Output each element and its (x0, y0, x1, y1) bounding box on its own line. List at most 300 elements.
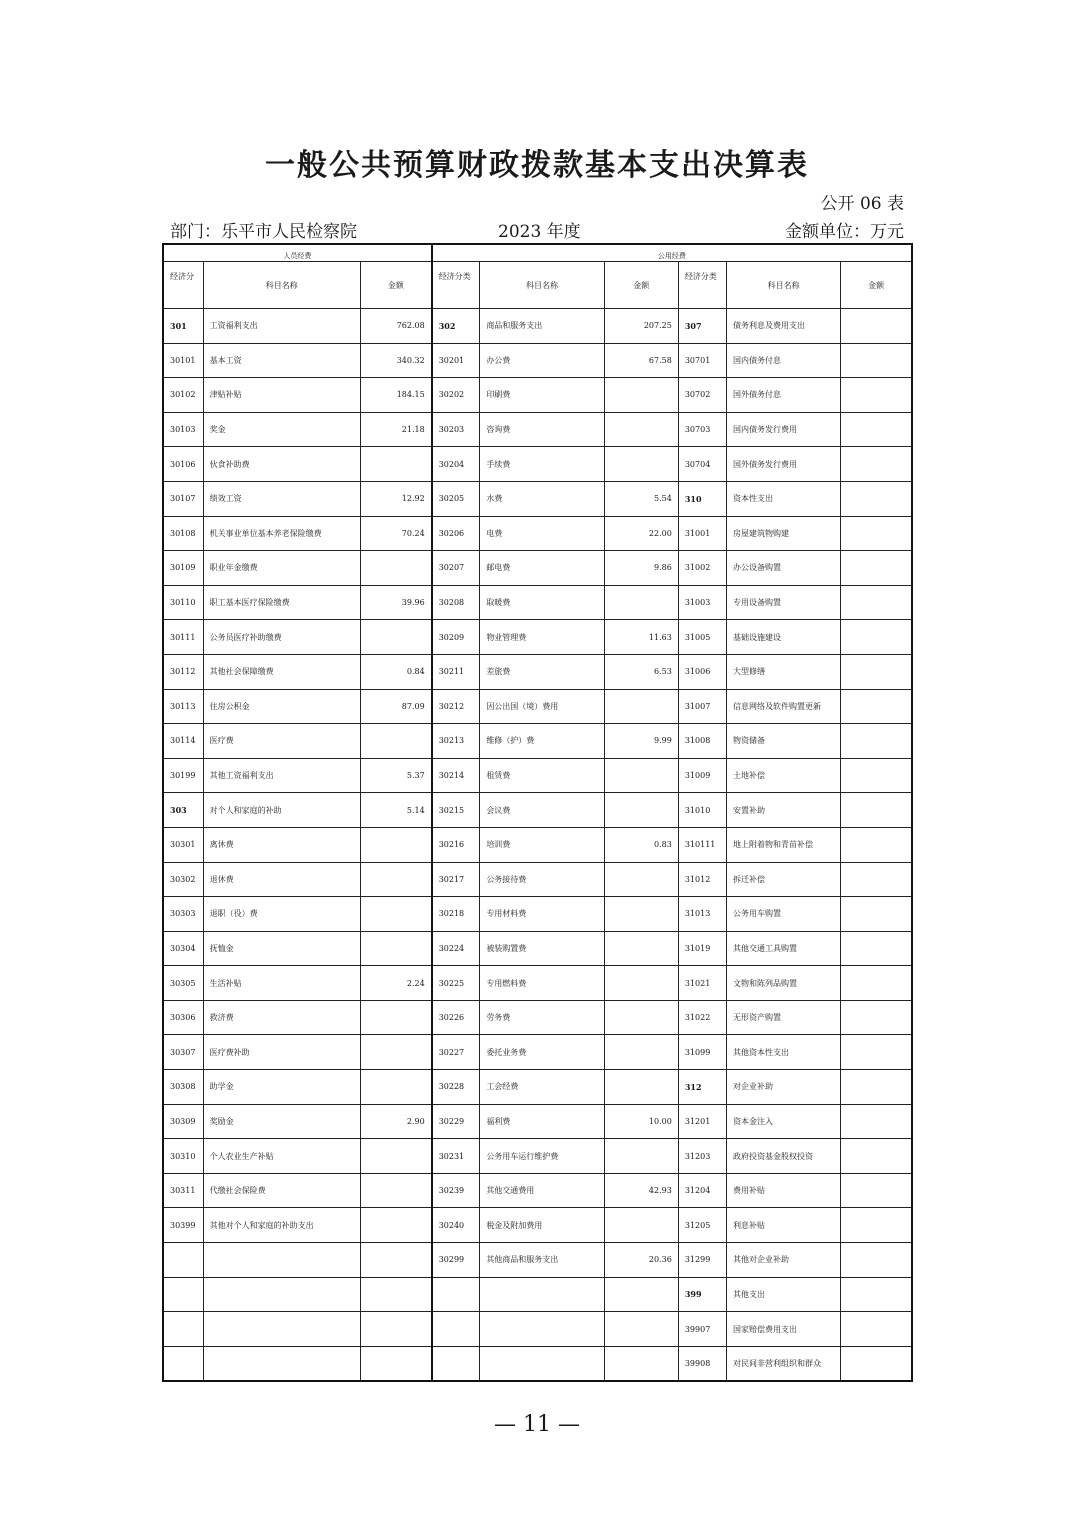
code-cell: 30227 (432, 1035, 480, 1070)
name-cell: 文物和陈列品购置 (726, 966, 840, 1001)
table-row (163, 516, 912, 551)
amount-cell (361, 551, 432, 586)
amount-cell (604, 758, 678, 793)
code-cell: 30114 (163, 724, 203, 759)
amount-cell (361, 1070, 432, 1105)
table-row (163, 1070, 912, 1105)
name-cell: 费用补贴 (726, 1173, 840, 1208)
form-number: 公开 06 表 (820, 194, 904, 214)
amount-cell (604, 1000, 678, 1035)
code-cell: 31007 (678, 689, 726, 724)
amount-cell: 42.93 (604, 1173, 678, 1208)
code-cell: 30108 (163, 516, 203, 551)
code-cell: 30113 (163, 689, 203, 724)
amount-cell (841, 897, 912, 932)
name-cell: 国外债务发行费用 (726, 447, 840, 482)
name-cell: 福利费 (480, 1104, 604, 1139)
name-cell: 代缴社会保险费 (203, 1173, 360, 1208)
name-cell: 国内债务付息 (726, 343, 840, 378)
code-cell: 31008 (678, 724, 726, 759)
amount-unit: 金额单位：万元 (785, 222, 904, 242)
code-cell: 31002 (678, 551, 726, 586)
code-cell: 31099 (678, 1035, 726, 1070)
name-cell: 其他交通工具购置 (726, 931, 840, 966)
amount-cell (841, 1104, 912, 1139)
amount-cell: 0.83 (604, 827, 678, 862)
amount-cell (841, 1173, 912, 1208)
code-cell: 30106 (163, 447, 203, 482)
name-cell: 安置补助 (726, 793, 840, 828)
code-cell: 30226 (432, 1000, 480, 1035)
amount-cell (361, 1173, 432, 1208)
amount-cell (841, 1277, 912, 1312)
code-cell: 31205 (678, 1208, 726, 1243)
code-cell: 30307 (163, 1035, 203, 1070)
code-cell: 30231 (432, 1139, 480, 1174)
code-cell: 31203 (678, 1139, 726, 1174)
code-cell (163, 1346, 203, 1381)
code-cell: 30303 (163, 897, 203, 932)
code-cell: 399 (678, 1277, 726, 1312)
name-cell: 医疗费补助 (203, 1035, 360, 1070)
name-cell: 机关事业单位基本养老保险缴费 (203, 516, 360, 551)
amount-cell: 67.58 (604, 343, 678, 378)
amount-cell (604, 793, 678, 828)
code-cell: 31022 (678, 1000, 726, 1035)
table-row (163, 1277, 912, 1312)
amount-cell (361, 620, 432, 655)
code-cell: 30211 (432, 654, 480, 689)
table-row (163, 793, 912, 828)
amount-cell (361, 827, 432, 862)
table-row (163, 931, 912, 966)
table-body (163, 309, 912, 1382)
code-cell: 312 (678, 1070, 726, 1105)
code-cell: 30201 (432, 343, 480, 378)
amount-cell: 39.96 (361, 585, 432, 620)
name-cell: 租赁费 (480, 758, 604, 793)
code-cell: 30212 (432, 689, 480, 724)
code-cell: 30308 (163, 1070, 203, 1105)
code-cell (163, 1277, 203, 1312)
code-cell: 30224 (432, 931, 480, 966)
col-name-1: 科目名称 (203, 262, 360, 309)
code-cell: 30101 (163, 343, 203, 378)
amount-cell (604, 689, 678, 724)
amount-cell (841, 1139, 912, 1174)
amount-cell (841, 620, 912, 655)
amount-cell: 5.37 (361, 758, 432, 793)
amount-cell: 5.14 (361, 793, 432, 828)
code-cell: 30216 (432, 827, 480, 862)
amount-cell (841, 758, 912, 793)
table-row (163, 654, 912, 689)
name-cell: 对个人和家庭的补助 (203, 793, 360, 828)
amount-cell (604, 1312, 678, 1347)
name-cell: 职业年金缴费 (203, 551, 360, 586)
amount-cell (361, 1000, 432, 1035)
name-cell: 电费 (480, 516, 604, 551)
table-row (163, 1346, 912, 1381)
amount-cell: 87.09 (361, 689, 432, 724)
amount-cell (604, 447, 678, 482)
amount-cell (361, 897, 432, 932)
amount-cell (361, 1035, 432, 1070)
table-row (163, 689, 912, 724)
name-cell: 专用燃料费 (480, 966, 604, 1001)
name-cell: 助学金 (203, 1070, 360, 1105)
table-row (163, 827, 912, 862)
table-row (163, 897, 912, 932)
code-cell: 30701 (678, 343, 726, 378)
name-cell: 拆迁补偿 (726, 862, 840, 897)
name-cell: 离休费 (203, 827, 360, 862)
table-row (163, 966, 912, 1001)
code-cell: 30217 (432, 862, 480, 897)
name-cell: 水费 (480, 481, 604, 516)
table-row (163, 1139, 912, 1174)
code-cell: 39907 (678, 1312, 726, 1347)
code-cell: 30215 (432, 793, 480, 828)
code-cell: 30103 (163, 412, 203, 447)
amount-cell (841, 862, 912, 897)
name-cell: 基本工资 (203, 343, 360, 378)
table-row (163, 1243, 912, 1278)
amount-cell: 0.84 (361, 654, 432, 689)
amount-cell (841, 793, 912, 828)
name-cell: 其他交通费用 (480, 1173, 604, 1208)
code-cell: 301 (163, 309, 203, 344)
code-cell: 30205 (432, 481, 480, 516)
name-cell: 公务员医疗补助缴费 (203, 620, 360, 655)
name-cell: 差旅费 (480, 654, 604, 689)
code-cell (432, 1312, 480, 1347)
amount-cell (604, 1070, 678, 1105)
code-cell: 30109 (163, 551, 203, 586)
name-cell: 其他社会保障缴费 (203, 654, 360, 689)
name-cell: 国外债务付息 (726, 378, 840, 413)
name-cell (203, 1243, 360, 1278)
group-public: 公用经费 (432, 244, 912, 262)
name-cell: 住房公积金 (203, 689, 360, 724)
table-row (163, 620, 912, 655)
name-cell: 培训费 (480, 827, 604, 862)
name-cell (203, 1346, 360, 1381)
table-row (163, 1173, 912, 1208)
table-row (163, 551, 912, 586)
name-cell: 大型修缮 (726, 654, 840, 689)
amount-cell: 21.18 (361, 412, 432, 447)
table-row (163, 481, 912, 516)
amount-cell (841, 1070, 912, 1105)
name-cell: 职工基本医疗保险缴费 (203, 585, 360, 620)
name-cell: 被装购置费 (480, 931, 604, 966)
code-cell: 30702 (678, 378, 726, 413)
code-cell: 31013 (678, 897, 726, 932)
amount-cell (604, 1346, 678, 1381)
code-cell: 30306 (163, 1000, 203, 1035)
amount-cell (361, 1243, 432, 1278)
name-cell: 生活补贴 (203, 966, 360, 1001)
amount-cell (361, 724, 432, 759)
code-cell: 30311 (163, 1173, 203, 1208)
group-header-row (163, 244, 912, 262)
amount-cell: 9.99 (604, 724, 678, 759)
table-row (163, 585, 912, 620)
name-cell: 国家赔偿费用支出 (726, 1312, 840, 1347)
amount-cell (604, 1035, 678, 1070)
amount-cell (361, 1346, 432, 1381)
name-cell: 其他支出 (726, 1277, 840, 1312)
amount-cell (604, 931, 678, 966)
group-personnel: 人员经费 (163, 244, 432, 262)
amount-cell (841, 1000, 912, 1035)
code-cell: 30305 (163, 966, 203, 1001)
code-cell (163, 1243, 203, 1278)
name-cell: 办公设备购置 (726, 551, 840, 586)
amount-cell: 22.00 (604, 516, 678, 551)
amount-cell (361, 447, 432, 482)
amount-cell (604, 1277, 678, 1312)
amount-cell: 6.53 (604, 654, 678, 689)
code-cell: 31012 (678, 862, 726, 897)
amount-cell (841, 689, 912, 724)
expenditure-table (162, 243, 913, 1382)
amount-cell (841, 1208, 912, 1243)
code-cell: 30299 (432, 1243, 480, 1278)
amount-cell (604, 897, 678, 932)
amount-cell (841, 343, 912, 378)
code-cell: 310111 (678, 827, 726, 862)
code-cell: 31005 (678, 620, 726, 655)
name-cell: 资本性支出 (726, 481, 840, 516)
code-cell: 30203 (432, 412, 480, 447)
name-cell: 对民间非营利组织和群众 (726, 1346, 840, 1381)
amount-cell: 10.00 (604, 1104, 678, 1139)
amount-cell (841, 1312, 912, 1347)
name-cell: 劳务费 (480, 1000, 604, 1035)
name-cell: 绩效工资 (203, 481, 360, 516)
amount-cell (361, 931, 432, 966)
code-cell: 30208 (432, 585, 480, 620)
amount-cell (361, 1139, 432, 1174)
amount-cell (841, 1243, 912, 1278)
name-cell: 资本金注入 (726, 1104, 840, 1139)
name-cell: 工资福利支出 (203, 309, 360, 344)
code-cell: 30703 (678, 412, 726, 447)
table-row (163, 412, 912, 447)
name-cell: 专用设备购置 (726, 585, 840, 620)
code-cell: 30240 (432, 1208, 480, 1243)
amount-cell: 11.63 (604, 620, 678, 655)
code-cell: 30229 (432, 1104, 480, 1139)
amount-cell (604, 1208, 678, 1243)
amount-cell (841, 1346, 912, 1381)
col-code-3: 经济分类 (678, 262, 726, 309)
code-cell: 31201 (678, 1104, 726, 1139)
table-row (163, 724, 912, 759)
table-row (163, 343, 912, 378)
name-cell: 专用材料费 (480, 897, 604, 932)
name-cell: 印刷费 (480, 378, 604, 413)
code-cell: 31009 (678, 758, 726, 793)
name-cell: 利息补贴 (726, 1208, 840, 1243)
name-cell: 取暖费 (480, 585, 604, 620)
name-cell: 其他资本性支出 (726, 1035, 840, 1070)
col-amount-2: 金额 (604, 262, 678, 309)
code-cell: 30112 (163, 654, 203, 689)
code-cell: 30111 (163, 620, 203, 655)
code-cell: 31204 (678, 1173, 726, 1208)
name-cell: 地上附着物和青苗补偿 (726, 827, 840, 862)
amount-cell (604, 378, 678, 413)
name-cell: 其他对个人和家庭的补助支出 (203, 1208, 360, 1243)
name-cell: 房屋建筑物购建 (726, 516, 840, 551)
table-row (163, 1208, 912, 1243)
code-cell: 30214 (432, 758, 480, 793)
code-cell: 30204 (432, 447, 480, 482)
table-row (163, 309, 912, 344)
col-code-1: 经济分 (163, 262, 203, 309)
code-cell: 303 (163, 793, 203, 828)
code-cell: 30206 (432, 516, 480, 551)
code-cell: 31001 (678, 516, 726, 551)
code-cell: 30202 (432, 378, 480, 413)
amount-cell (841, 412, 912, 447)
name-cell (480, 1312, 604, 1347)
code-cell: 30239 (432, 1173, 480, 1208)
code-cell: 30704 (678, 447, 726, 482)
name-cell: 因公出国（境）费用 (480, 689, 604, 724)
amount-cell (361, 1312, 432, 1347)
name-cell: 信息网络及软件购置更新 (726, 689, 840, 724)
amount-cell: 2.24 (361, 966, 432, 1001)
name-cell: 办公费 (480, 343, 604, 378)
amount-cell: 12.92 (361, 481, 432, 516)
department-label: 部门：乐平市人民检察院 (170, 222, 357, 242)
code-cell: 30302 (163, 862, 203, 897)
amount-cell (841, 1035, 912, 1070)
name-cell (203, 1277, 360, 1312)
code-cell: 39908 (678, 1346, 726, 1381)
name-cell: 委托业务费 (480, 1035, 604, 1070)
amount-cell: 70.24 (361, 516, 432, 551)
amount-cell: 340.32 (361, 343, 432, 378)
table-row (163, 862, 912, 897)
amount-cell (841, 585, 912, 620)
page-number: — 11 — (494, 1412, 580, 1437)
code-cell: 310 (678, 481, 726, 516)
name-cell: 奖金 (203, 412, 360, 447)
name-cell: 邮电费 (480, 551, 604, 586)
code-cell: 30399 (163, 1208, 203, 1243)
amount-cell (604, 412, 678, 447)
table-row (163, 378, 912, 413)
name-cell: 对企业补助 (726, 1070, 840, 1105)
name-cell: 救济费 (203, 1000, 360, 1035)
amount-cell (604, 862, 678, 897)
amount-cell (841, 551, 912, 586)
name-cell: 无形资产购置 (726, 1000, 840, 1035)
amount-cell (841, 724, 912, 759)
code-cell: 30304 (163, 931, 203, 966)
name-cell: 公务用车购置 (726, 897, 840, 932)
name-cell: 津贴补贴 (203, 378, 360, 413)
code-cell: 30309 (163, 1104, 203, 1139)
amount-cell: 5.54 (604, 481, 678, 516)
code-cell: 31019 (678, 931, 726, 966)
code-cell: 302 (432, 309, 480, 344)
code-cell: 31010 (678, 793, 726, 828)
report-title: 一般公共预算财政拨款基本支出决算表 (265, 148, 809, 183)
col-name-3: 科目名称 (726, 262, 840, 309)
name-cell: 个人农业生产补贴 (203, 1139, 360, 1174)
name-cell (480, 1277, 604, 1312)
name-cell: 土地补偿 (726, 758, 840, 793)
name-cell: 税金及附加费用 (480, 1208, 604, 1243)
name-cell: 伙食补助费 (203, 447, 360, 482)
name-cell (203, 1312, 360, 1347)
amount-cell: 9.86 (604, 551, 678, 586)
name-cell: 债务利息及费用支出 (726, 309, 840, 344)
code-cell: 30107 (163, 481, 203, 516)
table-row (163, 1000, 912, 1035)
code-cell: 307 (678, 309, 726, 344)
amount-cell: 184.15 (361, 378, 432, 413)
name-cell: 基础设施建设 (726, 620, 840, 655)
col-name-2: 科目名称 (480, 262, 604, 309)
code-cell: 30102 (163, 378, 203, 413)
amount-cell: 2.90 (361, 1104, 432, 1139)
code-cell: 30310 (163, 1139, 203, 1174)
name-cell: 商品和服务支出 (480, 309, 604, 344)
amount-cell (841, 827, 912, 862)
name-cell: 国内债务发行费用 (726, 412, 840, 447)
code-cell (432, 1346, 480, 1381)
col-amount-3: 金额 (841, 262, 912, 309)
amount-cell: 207.25 (604, 309, 678, 344)
table-row (163, 1035, 912, 1070)
code-cell: 30228 (432, 1070, 480, 1105)
name-cell: 会议费 (480, 793, 604, 828)
code-cell: 30207 (432, 551, 480, 586)
name-cell: 抚恤金 (203, 931, 360, 966)
report-meta (170, 217, 904, 241)
name-cell: 咨询费 (480, 412, 604, 447)
code-cell: 30110 (163, 585, 203, 620)
name-cell (480, 1346, 604, 1381)
table-row (163, 758, 912, 793)
amount-cell (841, 447, 912, 482)
name-cell: 其他商品和服务支出 (480, 1243, 604, 1278)
table-row (163, 447, 912, 482)
table-row (163, 1104, 912, 1139)
amount-cell (841, 966, 912, 1001)
amount-cell (361, 862, 432, 897)
amount-cell (841, 378, 912, 413)
name-cell: 医疗费 (203, 724, 360, 759)
code-cell: 30213 (432, 724, 480, 759)
amount-cell: 762.08 (361, 309, 432, 344)
amount-cell (604, 585, 678, 620)
name-cell: 物业管理费 (480, 620, 604, 655)
code-cell: 30301 (163, 827, 203, 862)
code-cell (163, 1312, 203, 1347)
table-row (163, 1312, 912, 1347)
code-cell: 30218 (432, 897, 480, 932)
name-cell: 公务接待费 (480, 862, 604, 897)
name-cell: 公务用车运行维护费 (480, 1139, 604, 1174)
